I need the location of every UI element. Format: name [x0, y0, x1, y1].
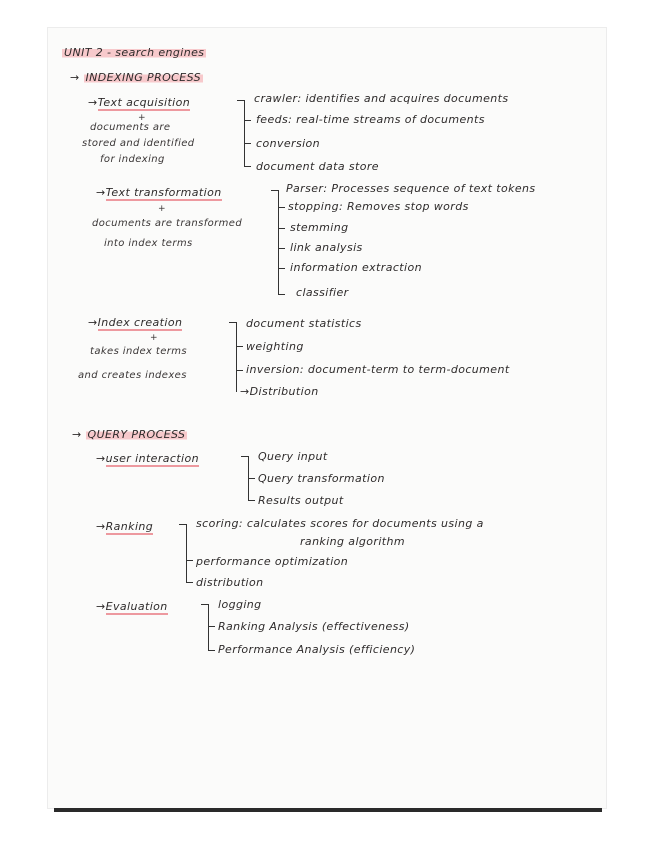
- text-acquisition-item: crawler: identifies and acquires documents: [254, 92, 509, 105]
- index-creation-label: →Index creation: [88, 316, 183, 329]
- text-transformation-item: stopping: Removes stop words: [288, 200, 469, 213]
- text-acquisition-desc-plus: +: [138, 113, 146, 123]
- text-acquisition-item: feeds: real-time streams of documents: [256, 113, 485, 126]
- brace-tick: [241, 456, 248, 457]
- indexing-heading-text: INDEXING PROCESS: [85, 71, 201, 84]
- text-transformation-label: →Text transformation: [96, 186, 222, 199]
- ranking-item: performance optimization: [196, 555, 349, 568]
- text-acquisition-item: document data store: [256, 160, 379, 173]
- ranking-label: →Ranking: [96, 520, 154, 533]
- text-transformation-brace: [278, 190, 279, 294]
- user-interaction-item: Query transformation: [258, 472, 385, 485]
- page-title: [62, 46, 206, 59]
- brace-tick: [278, 248, 285, 249]
- brace-tick: [278, 268, 285, 269]
- brace-tick: [237, 100, 244, 101]
- ranking-brace: [186, 524, 187, 582]
- index-creation-item: document statistics: [246, 317, 362, 330]
- query-heading-text: QUERY PROCESS: [87, 428, 186, 441]
- ranking-item: ranking algorithm: [300, 535, 405, 548]
- brace-tick: [236, 346, 243, 347]
- brace-tick: [208, 650, 215, 651]
- index-creation-item: →Distribution: [240, 385, 319, 398]
- text-acquisition-desc-3: for indexing: [100, 154, 165, 165]
- text-transformation-item: classifier: [296, 286, 349, 299]
- brace-tick: [236, 370, 243, 371]
- text-transformation-item: Parser: Processes sequence of text tokens: [286, 182, 536, 195]
- text-transformation-desc-1: documents are transformed: [92, 218, 243, 229]
- text-transformation-item: stemming: [290, 221, 349, 234]
- index-creation-label-text: Index creation: [97, 316, 183, 329]
- query-heading: → QUERY PROCESS: [72, 428, 186, 441]
- ranking-label-text: Ranking: [105, 520, 154, 533]
- brace-tick: [179, 524, 186, 525]
- text-acquisition-label-text: Text acquisition: [97, 96, 191, 109]
- index-creation-item-text: Distribution: [249, 385, 319, 398]
- text-acquisition-desc-2: stored and identified: [82, 138, 195, 149]
- evaluation-item: Ranking Analysis (effectiveness): [218, 620, 410, 633]
- brace-tick: [186, 582, 193, 583]
- brace-tick: [248, 500, 255, 501]
- brace-tick: [244, 166, 251, 167]
- brace-tick: [271, 190, 278, 191]
- index-creation-desc-plus: +: [150, 333, 158, 343]
- indexing-heading: → INDEXING PROCESS: [70, 71, 201, 84]
- brace-tick: [186, 560, 193, 561]
- ranking-item: distribution: [196, 576, 264, 589]
- evaluation-item: Performance Analysis (efficiency): [218, 643, 416, 656]
- text-transformation-desc-plus: +: [158, 204, 166, 214]
- index-creation-desc-2: and creates indexes: [78, 370, 187, 381]
- user-interaction-label-text: user interaction: [105, 452, 200, 465]
- evaluation-item: logging: [218, 598, 262, 611]
- text-transformation-label-text: Text transformation: [105, 186, 222, 199]
- evaluation-label: →Evaluation: [96, 600, 168, 613]
- page-bottom-edge: [54, 808, 602, 812]
- brace-tick: [248, 478, 255, 479]
- evaluation-label-text: Evaluation: [105, 600, 168, 613]
- index-creation-item: weighting: [246, 340, 304, 353]
- text-acquisition-brace: [244, 100, 245, 166]
- user-interaction-label: →user interaction: [96, 452, 200, 465]
- ranking-item: scoring: calculates scores for documents using a: [196, 517, 484, 530]
- text-transformation-desc-2: into index terms: [104, 238, 193, 249]
- brace-tick: [229, 322, 236, 323]
- user-interaction-item: Query input: [258, 450, 328, 463]
- index-creation-item: inversion: document-term to term-document: [246, 363, 510, 376]
- index-creation-brace: [236, 322, 237, 392]
- brace-tick: [278, 294, 285, 295]
- text-acquisition-desc-1: documents are: [90, 122, 171, 133]
- brace-tick: [208, 626, 215, 627]
- evaluation-brace: [208, 604, 209, 650]
- text-transformation-item: information extraction: [290, 261, 422, 274]
- brace-tick: [244, 120, 251, 121]
- page-title-text: UNIT 2 - search engines: [64, 46, 205, 59]
- user-interaction-item: Results output: [258, 494, 344, 507]
- index-creation-desc-1: takes index terms: [90, 346, 188, 357]
- text-transformation-item: link analysis: [290, 241, 363, 254]
- brace-tick: [201, 604, 208, 605]
- text-acquisition-item: conversion: [256, 137, 321, 150]
- brace-tick: [278, 207, 285, 208]
- brace-tick: [278, 228, 285, 229]
- brace-tick: [244, 143, 251, 144]
- text-acquisition-label: →Text acquisition: [88, 96, 191, 109]
